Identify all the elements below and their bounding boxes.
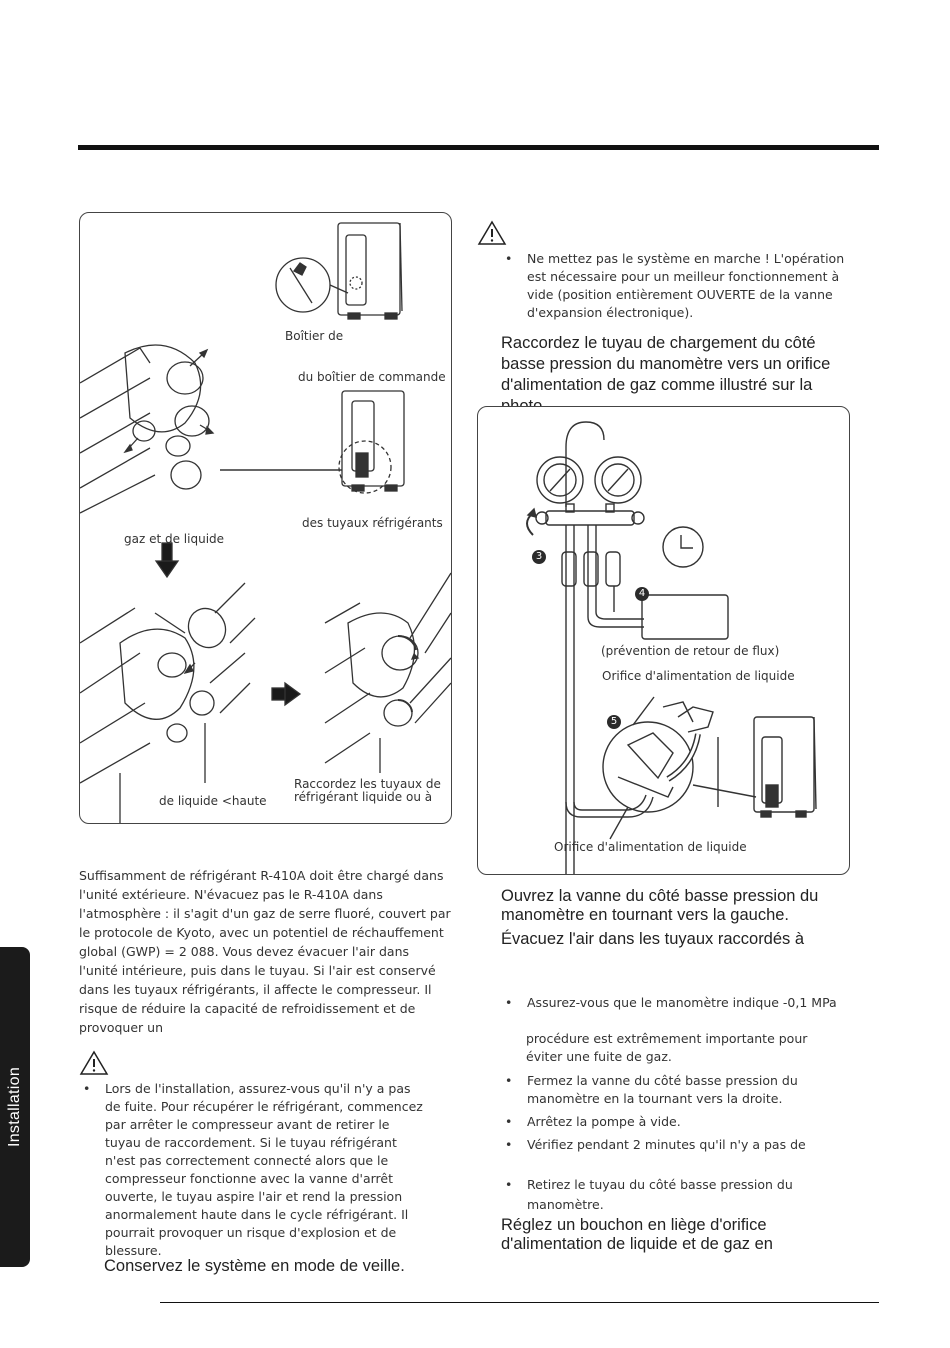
section-side-tab (0, 947, 30, 1267)
step-evacuate: Évacuez l'air dans les tuyaux raccordés à (501, 930, 805, 948)
label-control-box: Boîtier de (285, 329, 344, 343)
caution-2-item: • Lors de l'installation, assurez-vous qu'il n'y a pas de fuite. Pour récupérer le réfrigérant, commencez par arrêter le compresseur avant de retirer le tuyau de raccordement. Si le tuyau réfrigérant n'est pas correctement connecté alors que le compresseur fonctionne avec la vanne d'arrêt ouverte, le tuyau aspire l'air et rend la pression anormalement haute dans le cycle réfrigérant. Il pourrait provoquer un risque d'explosion et de blessure. (79, 1080, 424, 1260)
caution-block-1 (477, 220, 849, 322)
label-connect-pipes: Raccordez les tuyaux de réfrigérant liquide ou à (294, 777, 441, 804)
footer-rule (160, 1302, 879, 1303)
label-liquid-high: de liquide <haute (159, 794, 267, 808)
remove-list (501, 1175, 856, 1215)
step-connect-hose: Raccordez le tuyau de chargement du côté basse pression du manomètre vers un orifice d'alimentation de gaz comme illustré sur la (501, 334, 831, 394)
step-badge-5: 5 (607, 715, 621, 729)
label-backflow-prevention: (prévention de retour de flux) (601, 644, 780, 658)
label-control-box-cover: du boîtier de commande (298, 370, 446, 384)
header-rule (78, 145, 879, 150)
step-open-valve: Ouvrez la vanne du côté basse pression du manomètre en tournant vers la gauche. (501, 887, 819, 924)
label-refrigerant-pipes: des tuyaux réfrigérants (302, 516, 443, 530)
warning-triangle-icon (79, 1050, 109, 1076)
step-standby: Conservez le système en mode de veille. (104, 1257, 405, 1275)
caution-1-item: • Ne mettez pas le système en marche ! L'opération est nécessaire pour un meilleur fonctionnement à vide (position entièrement OUVERTE de la vanne d'expansion électronique). (501, 250, 849, 322)
refrigerant-paragraph: Suffisamment de réfrigérant R-410A doit être chargé dans l'unité extérieure. N'évacuez pas le R-410A dans l'atmosphère : il s'agit d'un gaz de serre fluoré, couvert par le protocole de Kyoto, avec un potentiel de réchauffement global (GWP) = 2 088. Vous devez évacuer l'air dans l'unité intérieure, puis dans le tuyau. Si l'air est conservé dans les tuyaux réfrigérants, il affecte le compresseur. Il risque de réduire la capacité de refroidissement et de provoquer un (79, 868, 451, 1035)
steps-list (501, 1072, 856, 1154)
step-close-valve: • Fermez la vanne du côté basse pression du manomètre en la tournant vers la droite. (501, 1072, 856, 1108)
check-gauge-item: • Assurez-vous que le manomètre indique -0,1 MPa (501, 994, 856, 1012)
step-cork: Réglez un bouchon en liège d'orifice d'alimentation de liquide et de gaz en (501, 1216, 773, 1253)
label-liquid-port-top: Orifice d'alimentation de liquide (602, 669, 795, 683)
step-check-2min: • Vérifiez pendant 2 minutes qu'il n'y a pas de (501, 1136, 856, 1154)
step-stop-pump: • Arrêtez la pompe à vide. (501, 1113, 856, 1131)
step-badge-4: 4 (635, 587, 649, 601)
right-figure-frame (477, 406, 850, 875)
left-figure-frame (79, 212, 452, 824)
label-liquid-port-bottom: Orifice d'alimentation de liquide (554, 840, 747, 854)
step-badge-3: 3 (532, 550, 546, 564)
check-continuation: procédure est extrêmement importante pour éviter une fuite de gaz. (526, 1031, 808, 1064)
label-gas-liquid: gaz et de liquide (124, 532, 225, 546)
side-tab-label: Installation (6, 1066, 23, 1148)
manifold-gauge-illustration (478, 407, 849, 874)
warning-triangle-icon (477, 220, 507, 246)
remove-hose-item: • Retirez le tuyau du côté basse pression du manomètre. (501, 1175, 856, 1215)
caution-block-2 (79, 1050, 451, 1260)
check-list (501, 994, 856, 1012)
